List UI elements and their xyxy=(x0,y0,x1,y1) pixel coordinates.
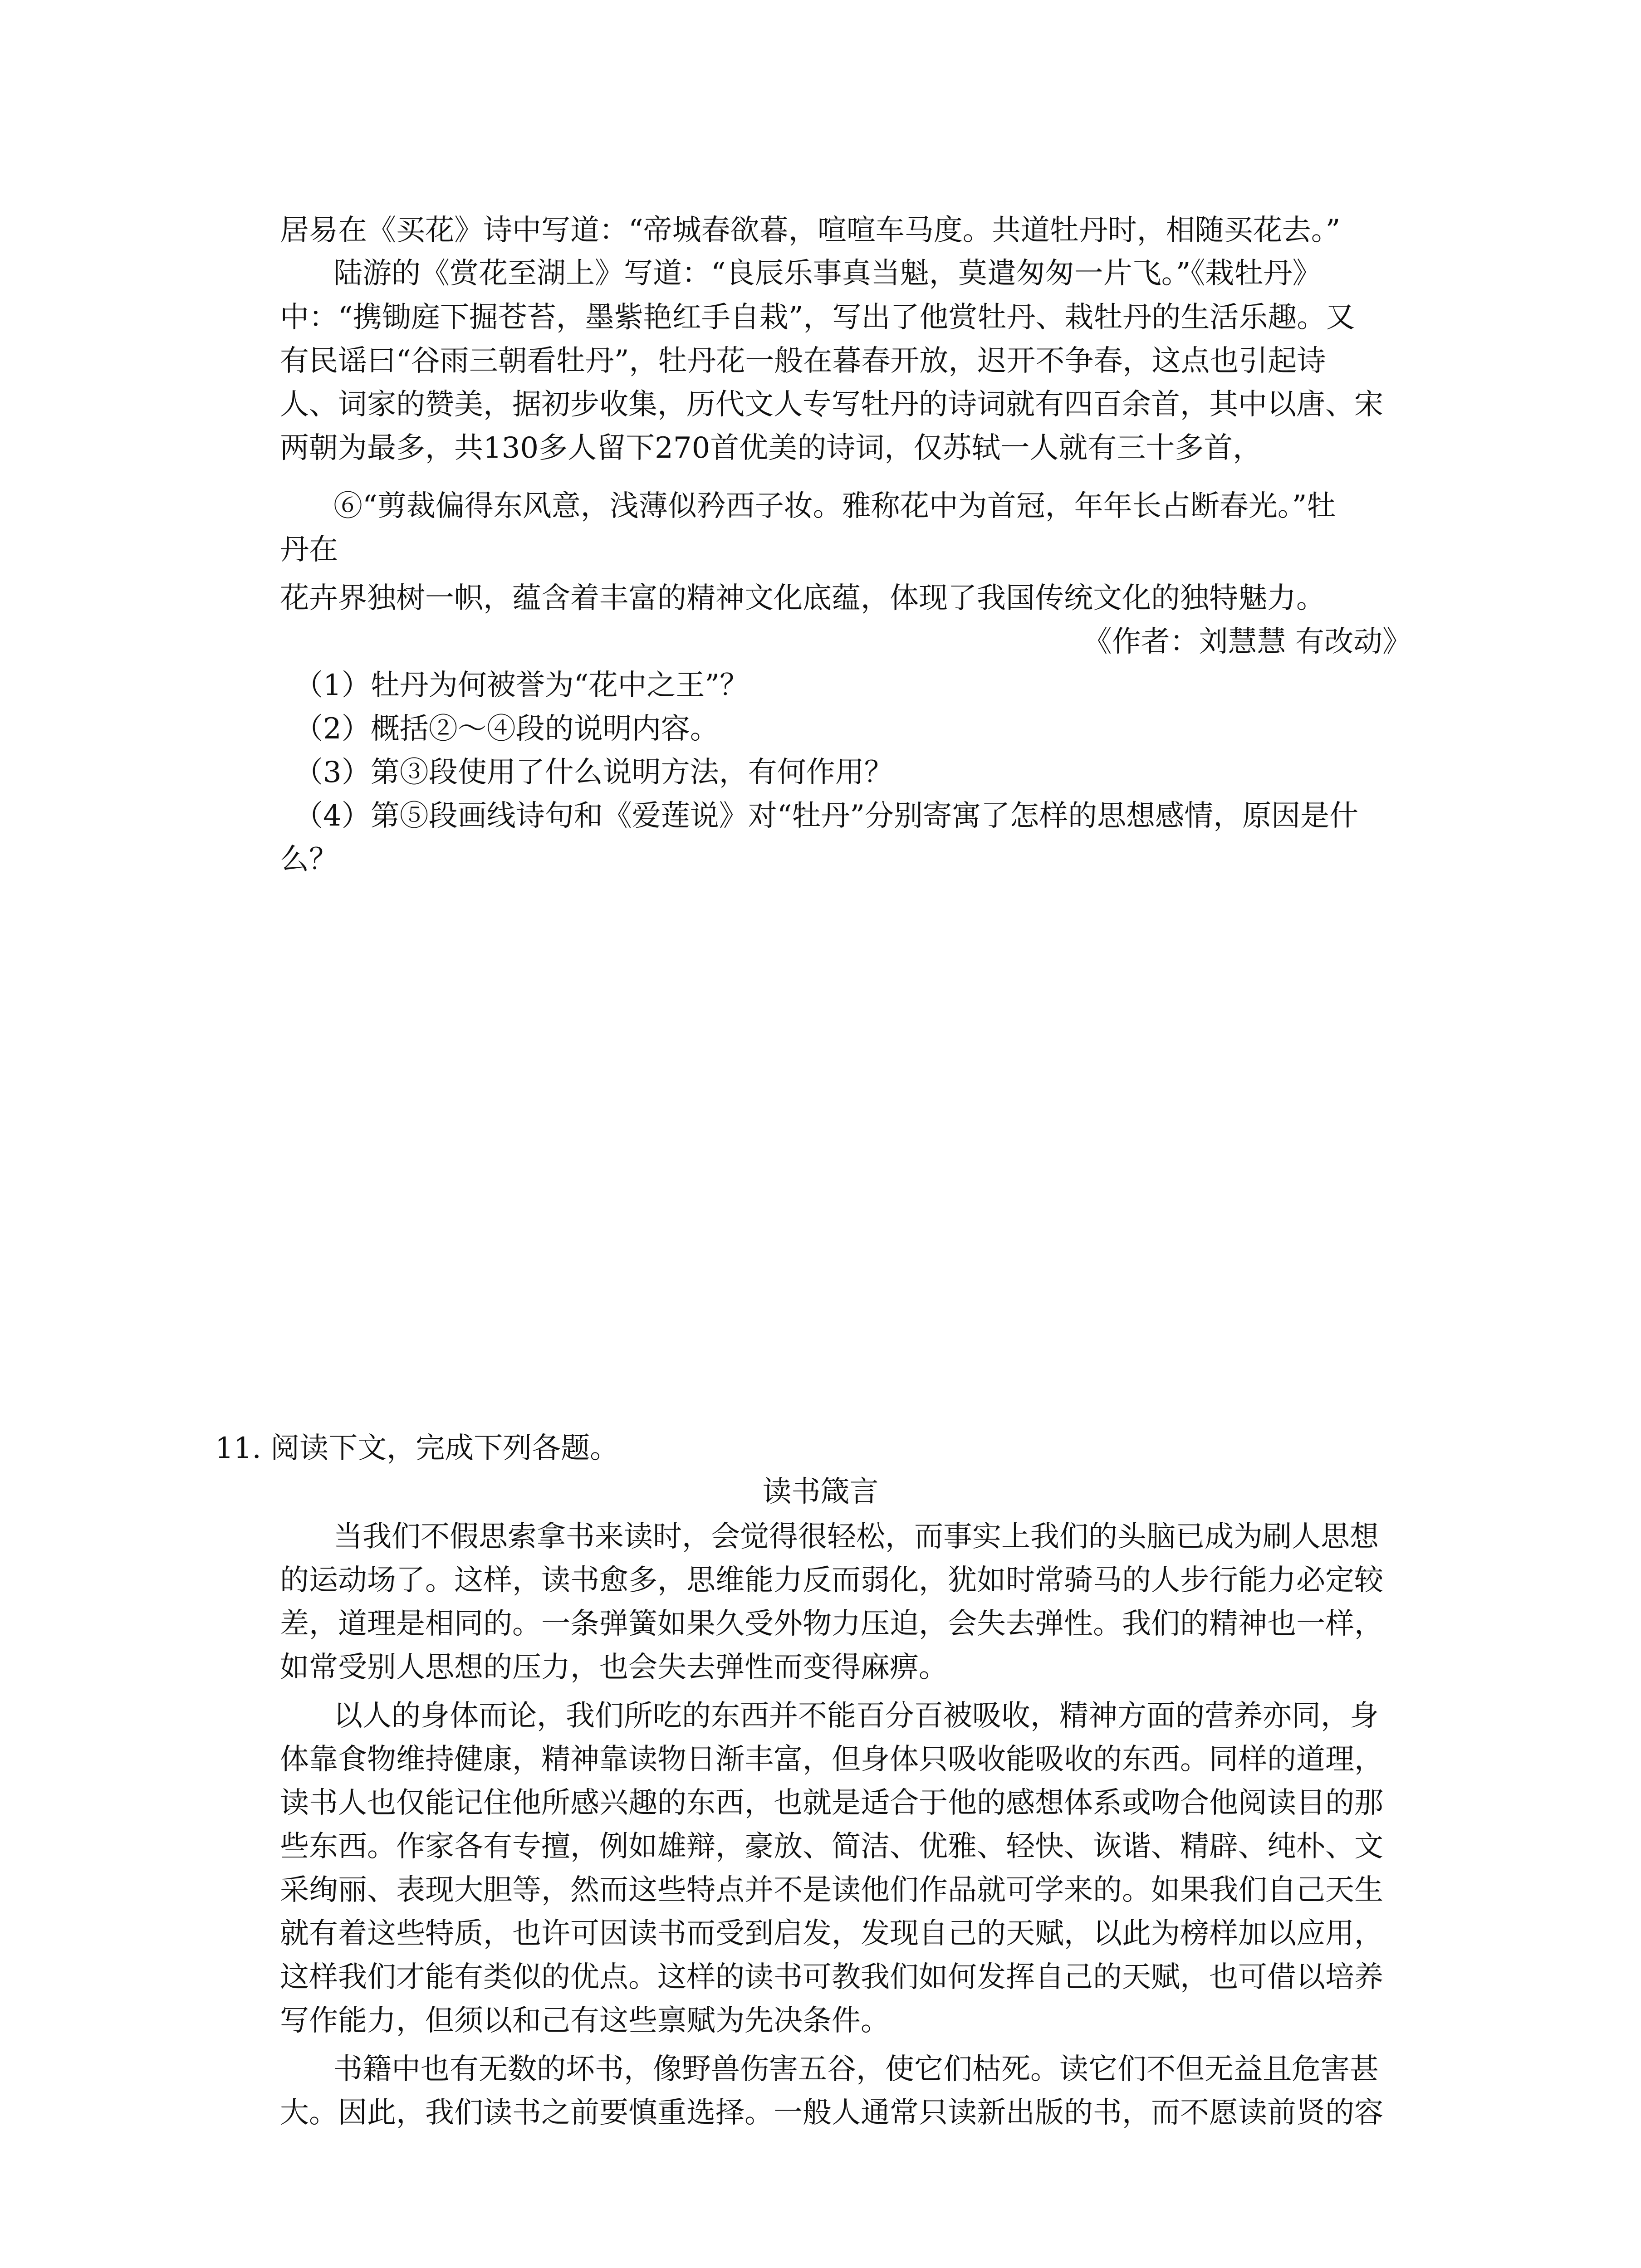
passage-line: 居易在《买花》诗中写道：“帝城春欲暮，喧喧车马度。共道牡丹时，相随买花去。” xyxy=(280,214,1341,247)
article-line: 以人的身体而论，我们所吃的东西并不能百分百被吸收，精神方面的营养亦同，身 xyxy=(333,1699,1379,1733)
article-line: 体靠食物维持健康，精神靠读物日渐丰富，但身体只吸收能吸收的东西。同样的道理， xyxy=(280,1743,1383,1776)
article-line: 就有着这些特质，也许可因读书而受到启发，发现自己的天赋，以此为榜样加以应用， xyxy=(280,1917,1383,1950)
author-credit: 《作者：刘慧慧 有改动》 xyxy=(1083,625,1411,659)
passage-line: 中：“携锄庭下掘苍苔，墨紫艳红手自栽”，写出了他赏牡丹、栽牡丹的生活乐趣。又 xyxy=(280,301,1355,334)
article-line: 差，道理是相同的。一条弹簧如果久受外物力压迫，会失去弹性。我们的精神也一样， xyxy=(280,1607,1383,1641)
article-line: 采绚丽、表现大胆等，然而这些特点并不是读他们作品就可学来的。如果我们自己天生 xyxy=(280,1873,1383,1907)
article-line: 些东西。作家各有专擅，例如雄辩，豪放、简洁、优雅、轻快、诙谐、精辟、纯朴、文 xyxy=(280,1830,1383,1863)
article-title: 读书箴言 xyxy=(762,1475,879,1509)
article-line: 当我们不假思索拿书来读时，会觉得很轻松，而事实上我们的头脑已成为刷人思想 xyxy=(333,1520,1379,1554)
article-line: 如常受别人思想的压力，也会失去弹性而变得麻痹。 xyxy=(280,1651,948,1684)
question-11-prompt: 11. 阅读下文，完成下列各题。 xyxy=(215,1432,619,1465)
passage-line: 陆游的《赏花至湖上》写道：“良辰乐事真当魁，莫遣匆匆一片飞。”《栽牡丹》 xyxy=(333,257,1322,290)
question-item: （2）概括②～④段的说明内容。 xyxy=(294,712,719,746)
question-item: （3）第③段使用了什么说明方法，有何作用？ xyxy=(294,756,893,789)
passage-line: 两朝为最多，共130多人留下270首优美的诗词，仅苏轼一人就有三十多首， xyxy=(280,431,1262,465)
passage-line: 人、词家的赞美，据初步收集，历代文人专写牡丹的诗词就有四百余首，其中以唐、宋 xyxy=(280,388,1383,421)
article-line: 书籍中也有无数的坏书，像野兽伤害五谷，使它们枯死。读它们不但无益且危害甚 xyxy=(333,2053,1379,2086)
passage-line: 丹在 xyxy=(280,533,338,567)
article-line: 写作能力，但须以和己有这些禀赋为先决条件。 xyxy=(280,2004,890,2038)
passage-line: ⑥“剪裁偏得东风意，浅薄似矜西子妆。雅称花中为首冠，年年长占断春光。”牡 xyxy=(333,489,1336,523)
passage-line: 有民谣曰“谷雨三朝看牡丹”，牡丹花一般在暮春开放，迟开不争春，这点也引起诗 xyxy=(280,344,1326,378)
article-line: 大。因此，我们读书之前要慎重选择。一般人通常只读新出版的书，而不愿读前贤的容 xyxy=(280,2096,1383,2130)
question-item: （4）第⑤段画线诗句和《爱莲说》对“牡丹”分别寄寓了怎样的思想感情，原因是什 xyxy=(294,799,1359,833)
question-item: 么？ xyxy=(280,843,338,876)
article-line: 读书人也仅能记住他所感兴趣的东西，也就是适合于他的感想体系或吻合他阅读目的那 xyxy=(280,1786,1383,1820)
article-line: 的运动场了。这样，读书愈多，思维能力反而弱化，犹如时常骑马的人步行能力必定较 xyxy=(280,1564,1383,1597)
article-line: 这样我们才能有类似的优点。这样的读书可教我们如何发挥自己的天赋，也可借以培养 xyxy=(280,1960,1383,1994)
question-item: （1）牡丹为何被誉为“花中之王”？ xyxy=(294,669,749,702)
passage-line: 花卉界独树一帜，蕴含着丰富的精神文化底蕴，体现了我国传统文化的独特魅力。 xyxy=(280,582,1325,615)
